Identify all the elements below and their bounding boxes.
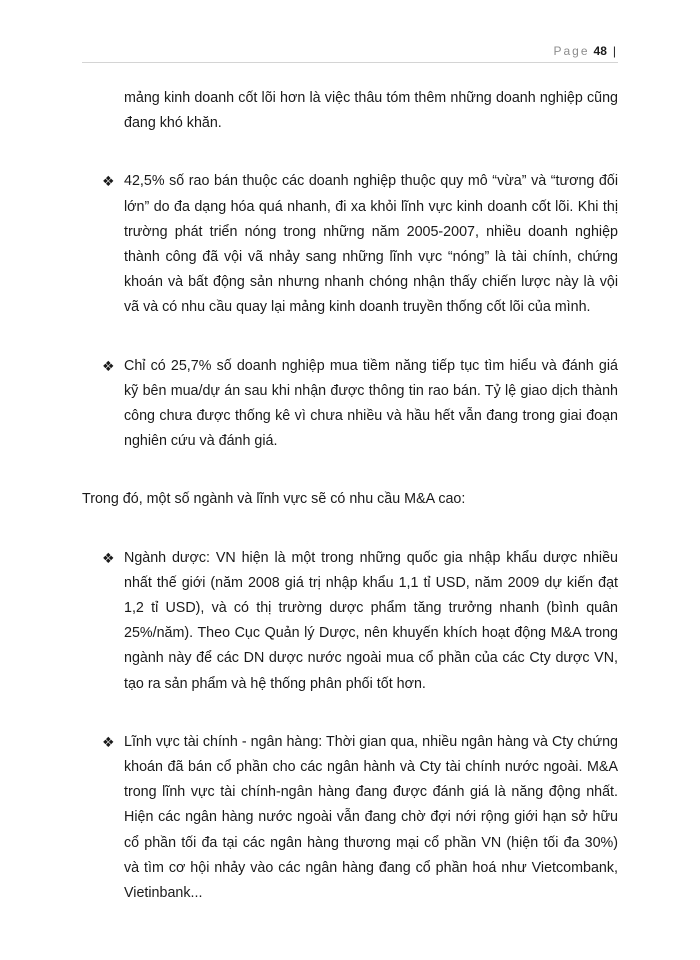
diamond-bullet-icon: ❖ bbox=[102, 733, 115, 750]
header-divider bbox=[82, 62, 618, 63]
continuation-paragraph: mảng kinh doanh cốt lõi hơn là việc thâu tóm thêm những doanh nghiệp cũng đang khó khăn. bbox=[124, 90, 618, 132]
intro-paragraph: Trong đó, một số ngành và lĩnh vực sẽ có nhu cầu M&A cao: bbox=[82, 491, 466, 508]
diamond-bullet-icon: ❖ bbox=[102, 173, 115, 190]
bullet-text: 42,5% số rao bán thuộc các doanh nghiệp thuộc quy mô “vừa” và “tương đối lớn” do đa dạng hóa quá nhanh, đi xa khỏi lĩnh vực kinh doanh cốt lõi. Khi thị trường phát triển nóng trong những năm 2005-2007, nhiều doanh nghiệp thành công đã vội vã nhảy sang những lĩnh vực “nóng” là tài chính, chứng khoán và bất động sản nhưng nhanh chóng nhận thấy chiến lược này là vội vã và có nhu cầu quay lại mảng kinh doanh truyền thống cốt lõi của mình. bbox=[124, 173, 618, 316]
diamond-bullet-icon: ❖ bbox=[102, 357, 115, 374]
page-number: 48 bbox=[593, 44, 607, 58]
page-header bbox=[553, 44, 616, 58]
page-label: Page bbox=[553, 44, 590, 58]
bullet-text: Lĩnh vực tài chính - ngân hàng: Thời gian qua, nhiều ngân hàng và Cty chứng khoán đã bán cổ phần cho các ngân hành và Cty tài chính nước ngoài. M&A trong lĩnh vực tài chính-ngân hàng đang được đánh giá là năng động nhất. Hiện các ngân hàng nước ngoài vẫn đang chờ đợi nới rộng giới hạn sở hữu cổ phần tối đa tại các ngân hàng thương mại cổ phần VN (hiện tối đa 30%) và tìm cơ hội nhảy vào các ngân hàng đang cổ phần hoá như Vietcombank, Vietinbank... bbox=[124, 733, 618, 902]
bullet-item bbox=[82, 169, 618, 320]
bullet-text: Ngành dược: VN hiện là một trong những quốc gia nhập khẩu dược nhiều nhất thế giới (năm 2008 giá trị nhập khẩu 1,1 tỉ USD, năm 2009 dự kiến đạt 1,2 tỉ USD), và có thị trường dược phẩm tăng trưởng nhanh (bình quân 25%/năm). Theo Cục Quản lý Dược, nên khuyến khích hoạt động M&A trong ngành này để các DN dược nước ngoài mua cổ phần của các Cty dược VN, tạo ra sản phẩm và hệ thống phân phối tốt hơn. bbox=[124, 549, 618, 692]
bullet-text: Chỉ có 25,7% số doanh nghiệp mua tiềm năng tiếp tục tìm hiểu và đánh giá kỹ bên mua/dự án sau khi nhận được thông tin rao bán. Tỷ lệ giao dịch thành công chưa được thống kê vì chưa nhiều và hầu hết vẫn đang trong giai đoạn nghiên cứu và đánh giá. bbox=[124, 357, 618, 450]
header-separator: | bbox=[612, 44, 616, 58]
bullet-item bbox=[82, 354, 618, 455]
bullet-item bbox=[82, 730, 618, 906]
diamond-bullet-icon: ❖ bbox=[102, 549, 115, 566]
document-body bbox=[82, 86, 618, 939]
bullet-item bbox=[82, 546, 618, 697]
